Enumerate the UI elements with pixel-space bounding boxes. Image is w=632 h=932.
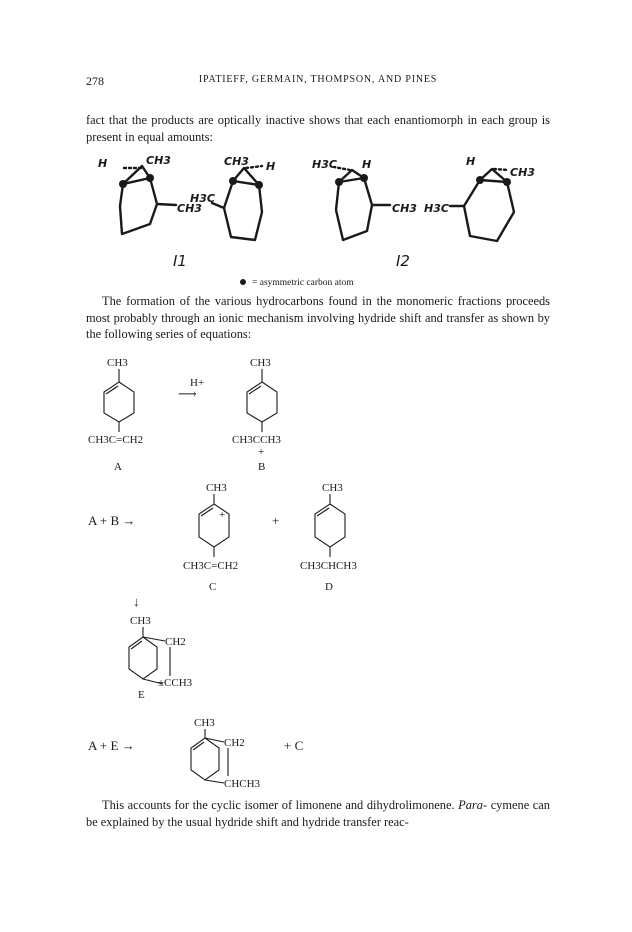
ring-a bbox=[104, 382, 134, 422]
group-label-1: I1 bbox=[173, 252, 187, 270]
c-ring-plus: + bbox=[219, 509, 226, 521]
label-c: C bbox=[209, 581, 217, 593]
paragraph-mechanism: The formation of the various hydrocarbons found in the monomeric fractions proceeds most probably through an ionic mechanism involving hydride shift and transfer as shown by the following series of equations: bbox=[86, 294, 550, 341]
ring-product bbox=[191, 738, 219, 780]
equation-1 bbox=[88, 357, 281, 473]
s1-ch3-label: CH3 bbox=[146, 154, 171, 167]
structure-2 bbox=[190, 155, 275, 240]
a-top-label: CH3 bbox=[107, 357, 128, 369]
eq4-top-label: CH3 bbox=[194, 717, 215, 729]
paragraph-intro: fact that the products are optically inactive shows that each enantiomorph in each group is present in equal amounts: bbox=[86, 113, 550, 144]
b-bottom-label: CH3CCH3 bbox=[232, 434, 281, 446]
b-top-label: CH3 bbox=[250, 357, 271, 369]
s2-ch3-label: CH3 bbox=[224, 155, 249, 168]
s4-ch3-label: CH3 bbox=[510, 166, 535, 179]
equation-2 bbox=[88, 482, 357, 593]
c-top-label: CH3 bbox=[206, 482, 227, 494]
s2-sub-label: H3C bbox=[190, 192, 215, 205]
s3-sub-label: CH3 bbox=[392, 202, 417, 215]
ring-b bbox=[247, 382, 277, 422]
e-ch2-label: CH2 bbox=[165, 636, 186, 648]
e-top-label: CH3 bbox=[130, 615, 151, 627]
legend-dot-icon bbox=[240, 279, 246, 285]
label-d: D bbox=[325, 581, 333, 593]
eq2-plus: + bbox=[272, 513, 280, 528]
e-cch3-label: ±CCH3 bbox=[158, 677, 193, 689]
conclusion-text-start: This accounts for the cyclic isomer of limonene and dihydrolimonene. bbox=[102, 798, 455, 812]
s4-h-label: H bbox=[466, 155, 476, 168]
s2-h-label: H bbox=[266, 160, 276, 173]
s1-h-label: H bbox=[98, 157, 108, 170]
label-e: E bbox=[138, 689, 145, 701]
reagent-h-plus: H+ bbox=[190, 377, 205, 389]
d-top-label: CH3 bbox=[322, 482, 343, 494]
structure-4 bbox=[424, 155, 535, 241]
equation-3 bbox=[129, 594, 193, 701]
s4-sub-label: H3C bbox=[424, 202, 449, 215]
structure-3 bbox=[312, 158, 417, 240]
label-a: A bbox=[114, 461, 122, 473]
conclusion-text-end: cymene can be explained by the usual hydride shift and hydride transfer reac- bbox=[86, 798, 550, 829]
ring-e bbox=[129, 637, 157, 679]
down-arrow: ↓ bbox=[133, 594, 140, 609]
label-b: B bbox=[258, 461, 266, 473]
eq4-chch3-label: CHCH3 bbox=[224, 778, 261, 790]
ring-d bbox=[315, 504, 345, 547]
equation-4 bbox=[88, 717, 303, 790]
s3-h3c-label: H3C bbox=[312, 158, 337, 171]
conclusion-text-italic: Para- bbox=[458, 798, 488, 812]
b-plus-charge: + bbox=[258, 446, 265, 458]
eq4-lhs: A + E → bbox=[88, 738, 135, 753]
running-head: IPATIEFF, GERMAIN, THOMPSON, AND PINES bbox=[198, 74, 438, 85]
legend-text: = asymmetric carbon atom bbox=[252, 278, 354, 288]
c-bottom-label: CH3C=CH2 bbox=[183, 560, 239, 572]
eq4-plus-c: + C bbox=[284, 738, 304, 753]
group-label-2: I2 bbox=[396, 252, 410, 270]
reaction-arrow-1: ⟶ bbox=[178, 386, 197, 401]
page-number: 278 bbox=[86, 74, 104, 88]
eq2-lhs: A + B → bbox=[88, 513, 136, 528]
structure-1 bbox=[98, 154, 202, 234]
enantiomorph-figure bbox=[98, 154, 535, 288]
eq4-ch2-label: CH2 bbox=[224, 737, 245, 749]
s1-sub-label: CH3 bbox=[177, 202, 202, 215]
s3-h-label: H bbox=[362, 158, 372, 171]
d-bottom-label: CH3CHCH3 bbox=[300, 560, 357, 572]
a-bottom-label: CH3C=CH2 bbox=[88, 434, 144, 446]
